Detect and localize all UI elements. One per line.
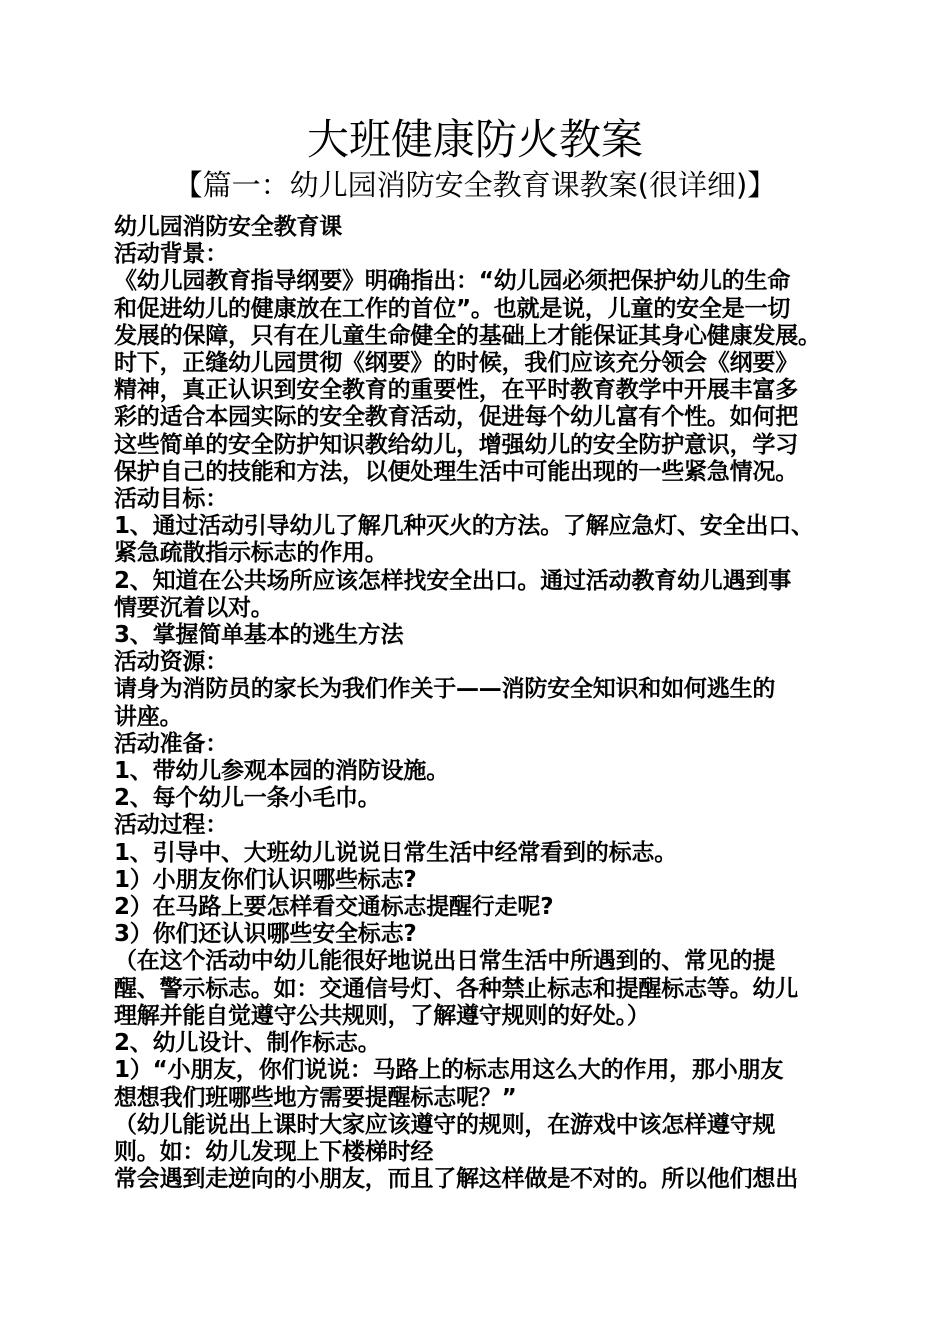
- paragraph-line: 1、带幼儿参观本园的消防设施。: [114, 758, 450, 785]
- paragraph-line: 常会遇到走逆向的小朋友，而且了解这样做是不对的。所以他们想出: [114, 1166, 799, 1193]
- paragraph-line: 理解并能自觉遵守公共规则，了解遵守规则的好处。）: [114, 1002, 650, 1029]
- document-body: [114, 214, 854, 1193]
- paragraph-line: 情要沉着以对。: [114, 594, 274, 621]
- paragraph-line: 3）你们还认识哪些安全标志?: [114, 921, 417, 948]
- paragraph-line: 《幼儿园教育指导纲要》明确指出：“幼儿园必须把保护幼儿的生命: [114, 268, 791, 295]
- paragraph-line: 1）小朋友你们认识哪些标志?: [114, 866, 417, 893]
- paragraph-line: 请身为消防员的家长为我们作关于——消防安全知识和如何逃生的: [114, 676, 776, 703]
- paragraph-line: 紧急疏散指示标志的作用。: [114, 540, 388, 567]
- paragraph-line: 活动背景：: [114, 241, 229, 268]
- paragraph-line: 醒、警示标志。如：交通信号灯、各种禁止标志和提醒标志等。幼儿: [114, 975, 799, 1002]
- paragraph-line: 活动过程：: [114, 812, 229, 839]
- paragraph-line: 想想我们班哪些地方需要提醒标志呢？”: [114, 1084, 517, 1111]
- paragraph-line: （在这个活动中幼儿能很好地说出日常生活中所遇到的、常见的提: [114, 948, 776, 975]
- paragraph-line: 精神，真正认识到安全教育的重要性，在平时教育教学中开展丰富多: [114, 377, 799, 404]
- paragraph-line: 这些简单的安全防护知识教给幼儿，增强幼儿的安全防护意识，学习: [114, 431, 799, 458]
- paragraph-line: 2）在马路上要怎样看交通标志提醒行走呢?: [114, 894, 554, 921]
- paragraph-line: 1、引导中、大班幼儿说说日常生活中经常看到的标志。: [114, 839, 678, 866]
- paragraph-line: 时下，正缝幼儿园贯彻《纲要》的时候，我们应该充分领会《纲要》: [114, 350, 799, 377]
- paragraph-line: 3、掌握简单基本的逃生方法: [114, 622, 404, 649]
- document-title: 大班健康防火教案: [306, 115, 643, 164]
- paragraph-line: 和促进幼儿的健康放在工作的首位”。也就是说，儿童的安全是一切: [114, 295, 791, 322]
- paragraph-line: 2、幼儿设计、制作标志。: [114, 1030, 381, 1057]
- paragraph-line: 则。如：幼儿发现上下楼梯时经: [114, 1138, 434, 1165]
- paragraph-line: （幼儿能说出上课时大家应该遵守的规则，在游戏中该怎样遵守规: [114, 1111, 776, 1138]
- paragraph-line: 彩的适合本园实际的安全教育活动，促进每个幼儿富有个性。如何把: [114, 404, 799, 431]
- paragraph-line: 1、通过活动引导幼儿了解几种灭火的方法。了解应急灯、安全出口、: [114, 513, 814, 540]
- paragraph-line: 幼儿园消防安全教育课: [114, 214, 343, 240]
- paragraph-line: 活动准备：: [114, 730, 229, 757]
- paragraph-line: 发展的保障，只有在儿童生命健全的基础上才能保证其身心健康发展。: [114, 322, 821, 349]
- paragraph-line: 2、知道在公共场所应该怎样找安全出口。通过活动教育幼儿遇到事: [114, 567, 792, 594]
- paragraph-line: 活动资源：: [114, 649, 229, 676]
- document-subtitle: 【篇一：幼儿园消防安全教育课教案(很详细)】: [173, 168, 777, 202]
- paragraph-line: 2、每个幼儿一条小毛巾。: [114, 785, 381, 812]
- paragraph-line: 讲座。: [114, 703, 183, 730]
- paragraph-line: 活动目标：: [114, 486, 229, 513]
- paragraph-line: 保护自己的技能和方法，以便处理生活中可能出现的一些紧急情况。: [114, 458, 799, 485]
- paragraph-line: 1）“小朋友，你们说说：马路上的标志用这么大的作用，那小朋友: [114, 1057, 784, 1084]
